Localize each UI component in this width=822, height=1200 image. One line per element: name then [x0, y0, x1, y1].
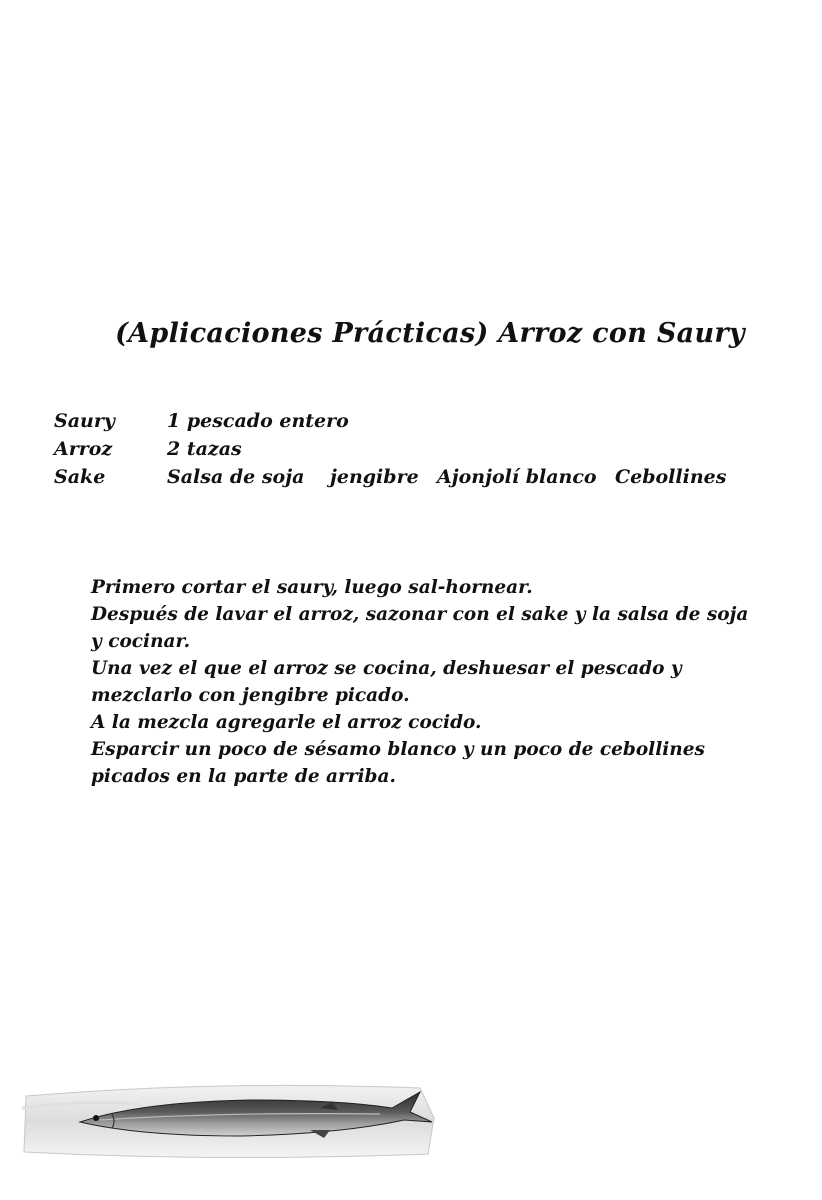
instruction-step: Después de lavar el arroz, sazonar con el sake y la salsa de soja y cocinar.: [91, 604, 749, 652]
ingredient-name: Sake: [54, 466, 106, 488]
ingredient-extra: Cebollines: [615, 466, 727, 488]
ingredient-row: [54, 466, 774, 494]
ingredient-quantity: 1 pescado entero: [167, 410, 349, 432]
instruction-step: Primero cortar el saury, luego sal-hornear.: [91, 577, 533, 598]
saury-fish-photo: [20, 1078, 440, 1160]
ingredient-list: [54, 410, 774, 494]
ingredient-row: [54, 438, 774, 466]
ingredient-quantity: 2 tazas: [167, 438, 242, 460]
instruction-step: Una vez el que el arroz se cocina, deshuesar el pescado y mezclarlo con jengibre picado.: [91, 658, 682, 706]
ingredient-extra: Ajonjolí blanco: [437, 466, 597, 488]
ingredient-name: Saury: [54, 410, 115, 432]
ingredient-quantity: Salsa de soja: [167, 466, 305, 488]
ingredient-row: [54, 410, 774, 438]
instruction-list: [91, 574, 751, 790]
ingredient-extra: jengibre: [330, 466, 419, 488]
instruction-step: Esparcir un poco de sésamo blanco y un poco de cebollines picados en la parte de arriba.: [91, 739, 705, 787]
instruction-step: A la mezcla agregarle el arroz cocido.: [91, 712, 482, 733]
recipe-title: (Aplicaciones Prácticas) Arroz con Saury: [115, 318, 745, 349]
ingredient-name: Arroz: [54, 438, 113, 460]
